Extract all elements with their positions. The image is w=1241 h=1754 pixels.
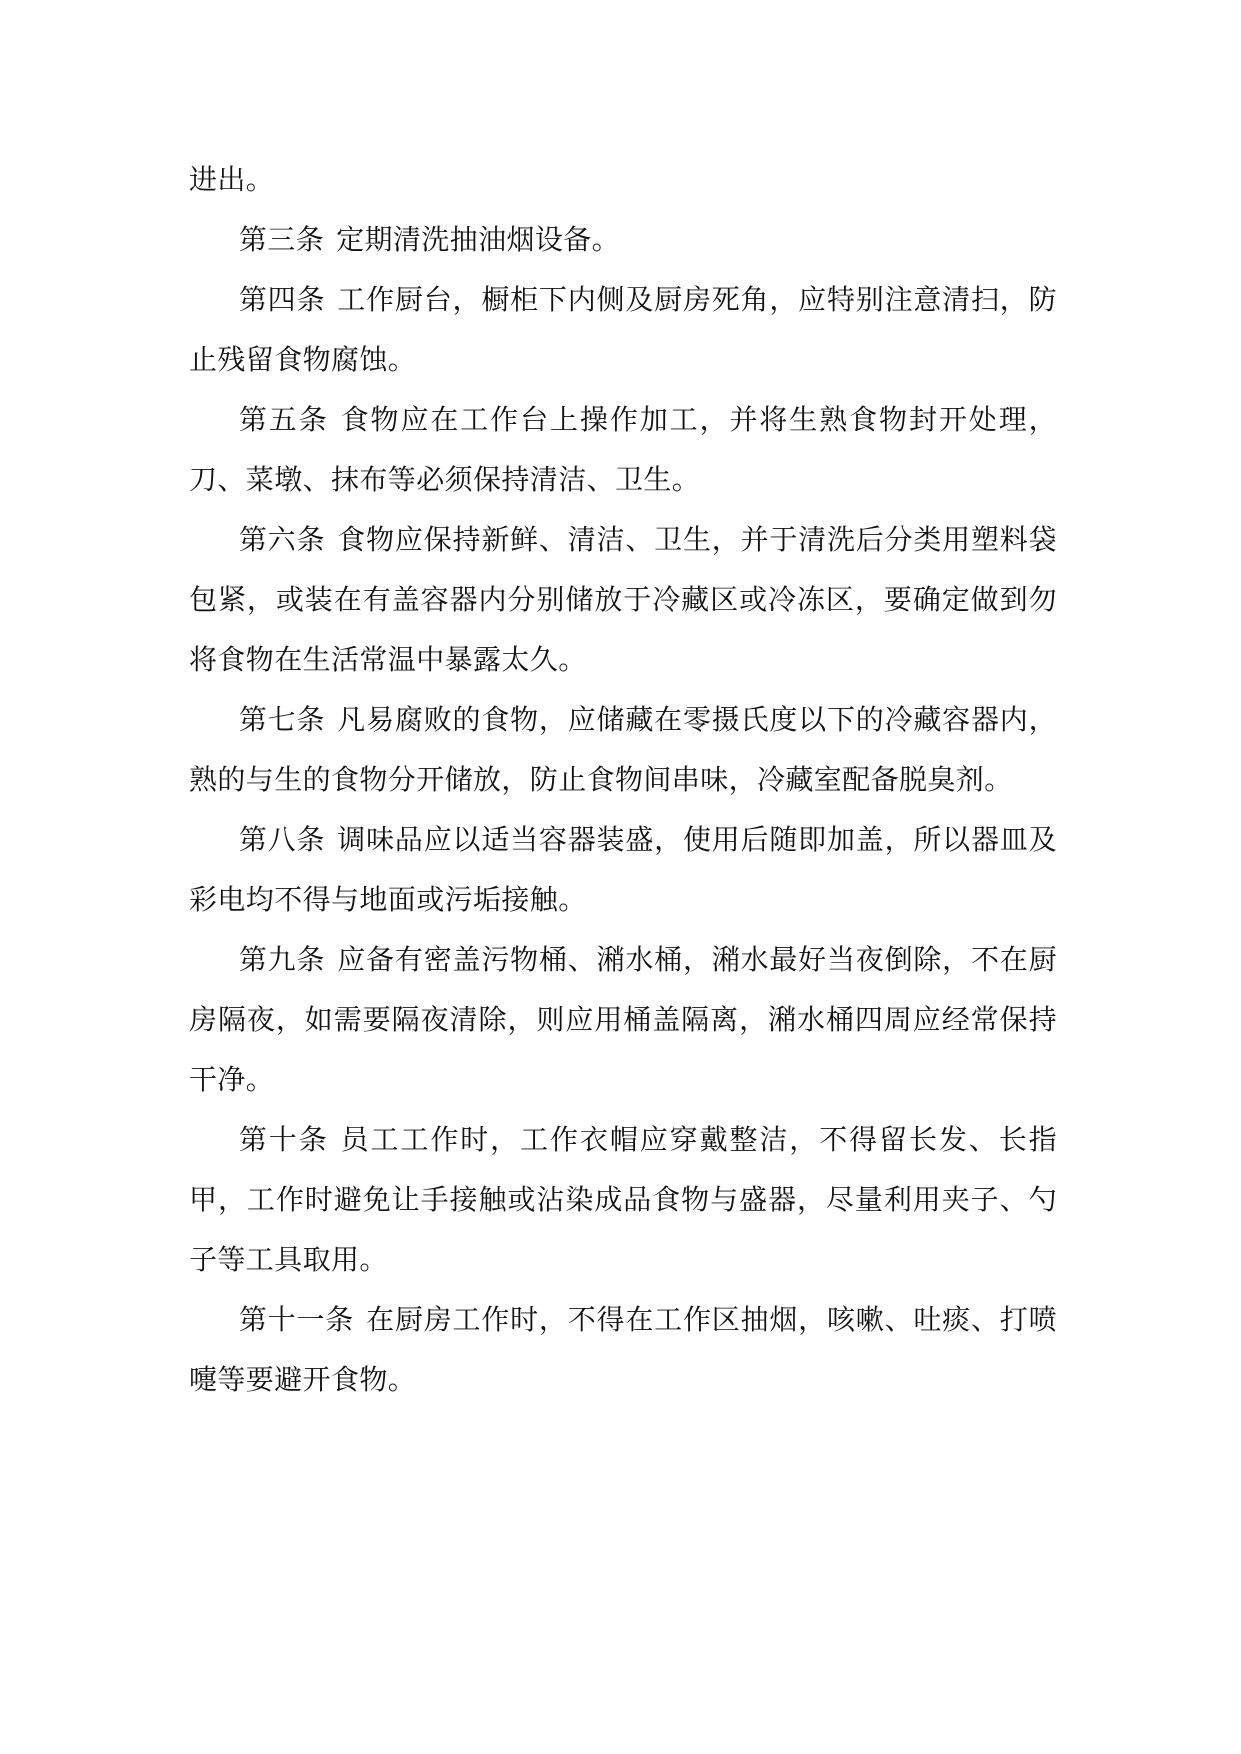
article-label: 第五条 — [238, 403, 329, 436]
article-text: 工作厨台，橱柜下内侧及厨房死角，应特别注意清扫，防止残留食物腐蚀。 — [189, 283, 1057, 376]
article-4 — [189, 270, 1057, 390]
article-label: 第九条 — [238, 943, 326, 976]
article-text: 食物应保持新鲜、清洁、卫生，并于清洗后分类用塑料袋包紧，或装在有盖容器内分别储放于冷藏区或冷冻区，要确定做到勿将食物在生活常温中暴露太久。 — [189, 523, 1057, 676]
article-7 — [189, 690, 1057, 810]
article-label: 第六条 — [238, 523, 326, 556]
article-label: 第四条 — [238, 283, 326, 316]
article-5 — [189, 390, 1057, 510]
article-label: 第七条 — [238, 703, 326, 736]
article-6 — [189, 510, 1057, 690]
article-text: 员工工作时，工作衣帽应穿戴整洁，不得留长发、长指甲，工作时避免让手接触或沾染成品食物与盛器，尽量利用夹子、勺子等工具取用。 — [189, 1123, 1058, 1276]
article-text: 凡易腐败的食物，应储藏在零摄氏度以下的冷藏容器内，熟的与生的食物分开储放，防止食物间串味，冷藏室配备脱臭剂。 — [189, 703, 1057, 796]
article-text: 应备有密盖污物桶、潲水桶，潲水最好当夜倒除，不在厨房隔夜，如需要隔夜清除，则应用桶盖隔离，潲水桶四周应经常保持干净。 — [189, 943, 1057, 1096]
document-body — [189, 150, 1057, 1410]
article-text: 调味品应以适当容器装盛，使用后随即加盖，所以器皿及彩电均不得与地面或污垢接触。 — [189, 823, 1057, 916]
article-10 — [189, 1110, 1057, 1290]
article-8 — [189, 810, 1057, 930]
article-label: 第十条 — [238, 1123, 329, 1156]
article-text: 定期清洗抽油烟设备。 — [336, 223, 621, 256]
article-9 — [189, 930, 1057, 1110]
article-label: 第十一条 — [238, 1303, 355, 1336]
article-label: 第三条 — [238, 223, 325, 256]
article-text: 食物应在工作台上操作加工，并将生熟食物封开处理，刀、菜墩、抹布等必须保持清洁、卫生。 — [189, 403, 1058, 496]
article-11 — [189, 1290, 1057, 1410]
paragraph-continuation — [189, 150, 1057, 210]
paragraph-text: 进出。 — [189, 163, 275, 196]
article-label: 第八条 — [238, 823, 326, 856]
article-3 — [189, 210, 1057, 270]
article-text: 在厨房工作时，不得在工作区抽烟，咳嗽、吐痰、打喷嚏等要避开食物。 — [189, 1303, 1057, 1396]
